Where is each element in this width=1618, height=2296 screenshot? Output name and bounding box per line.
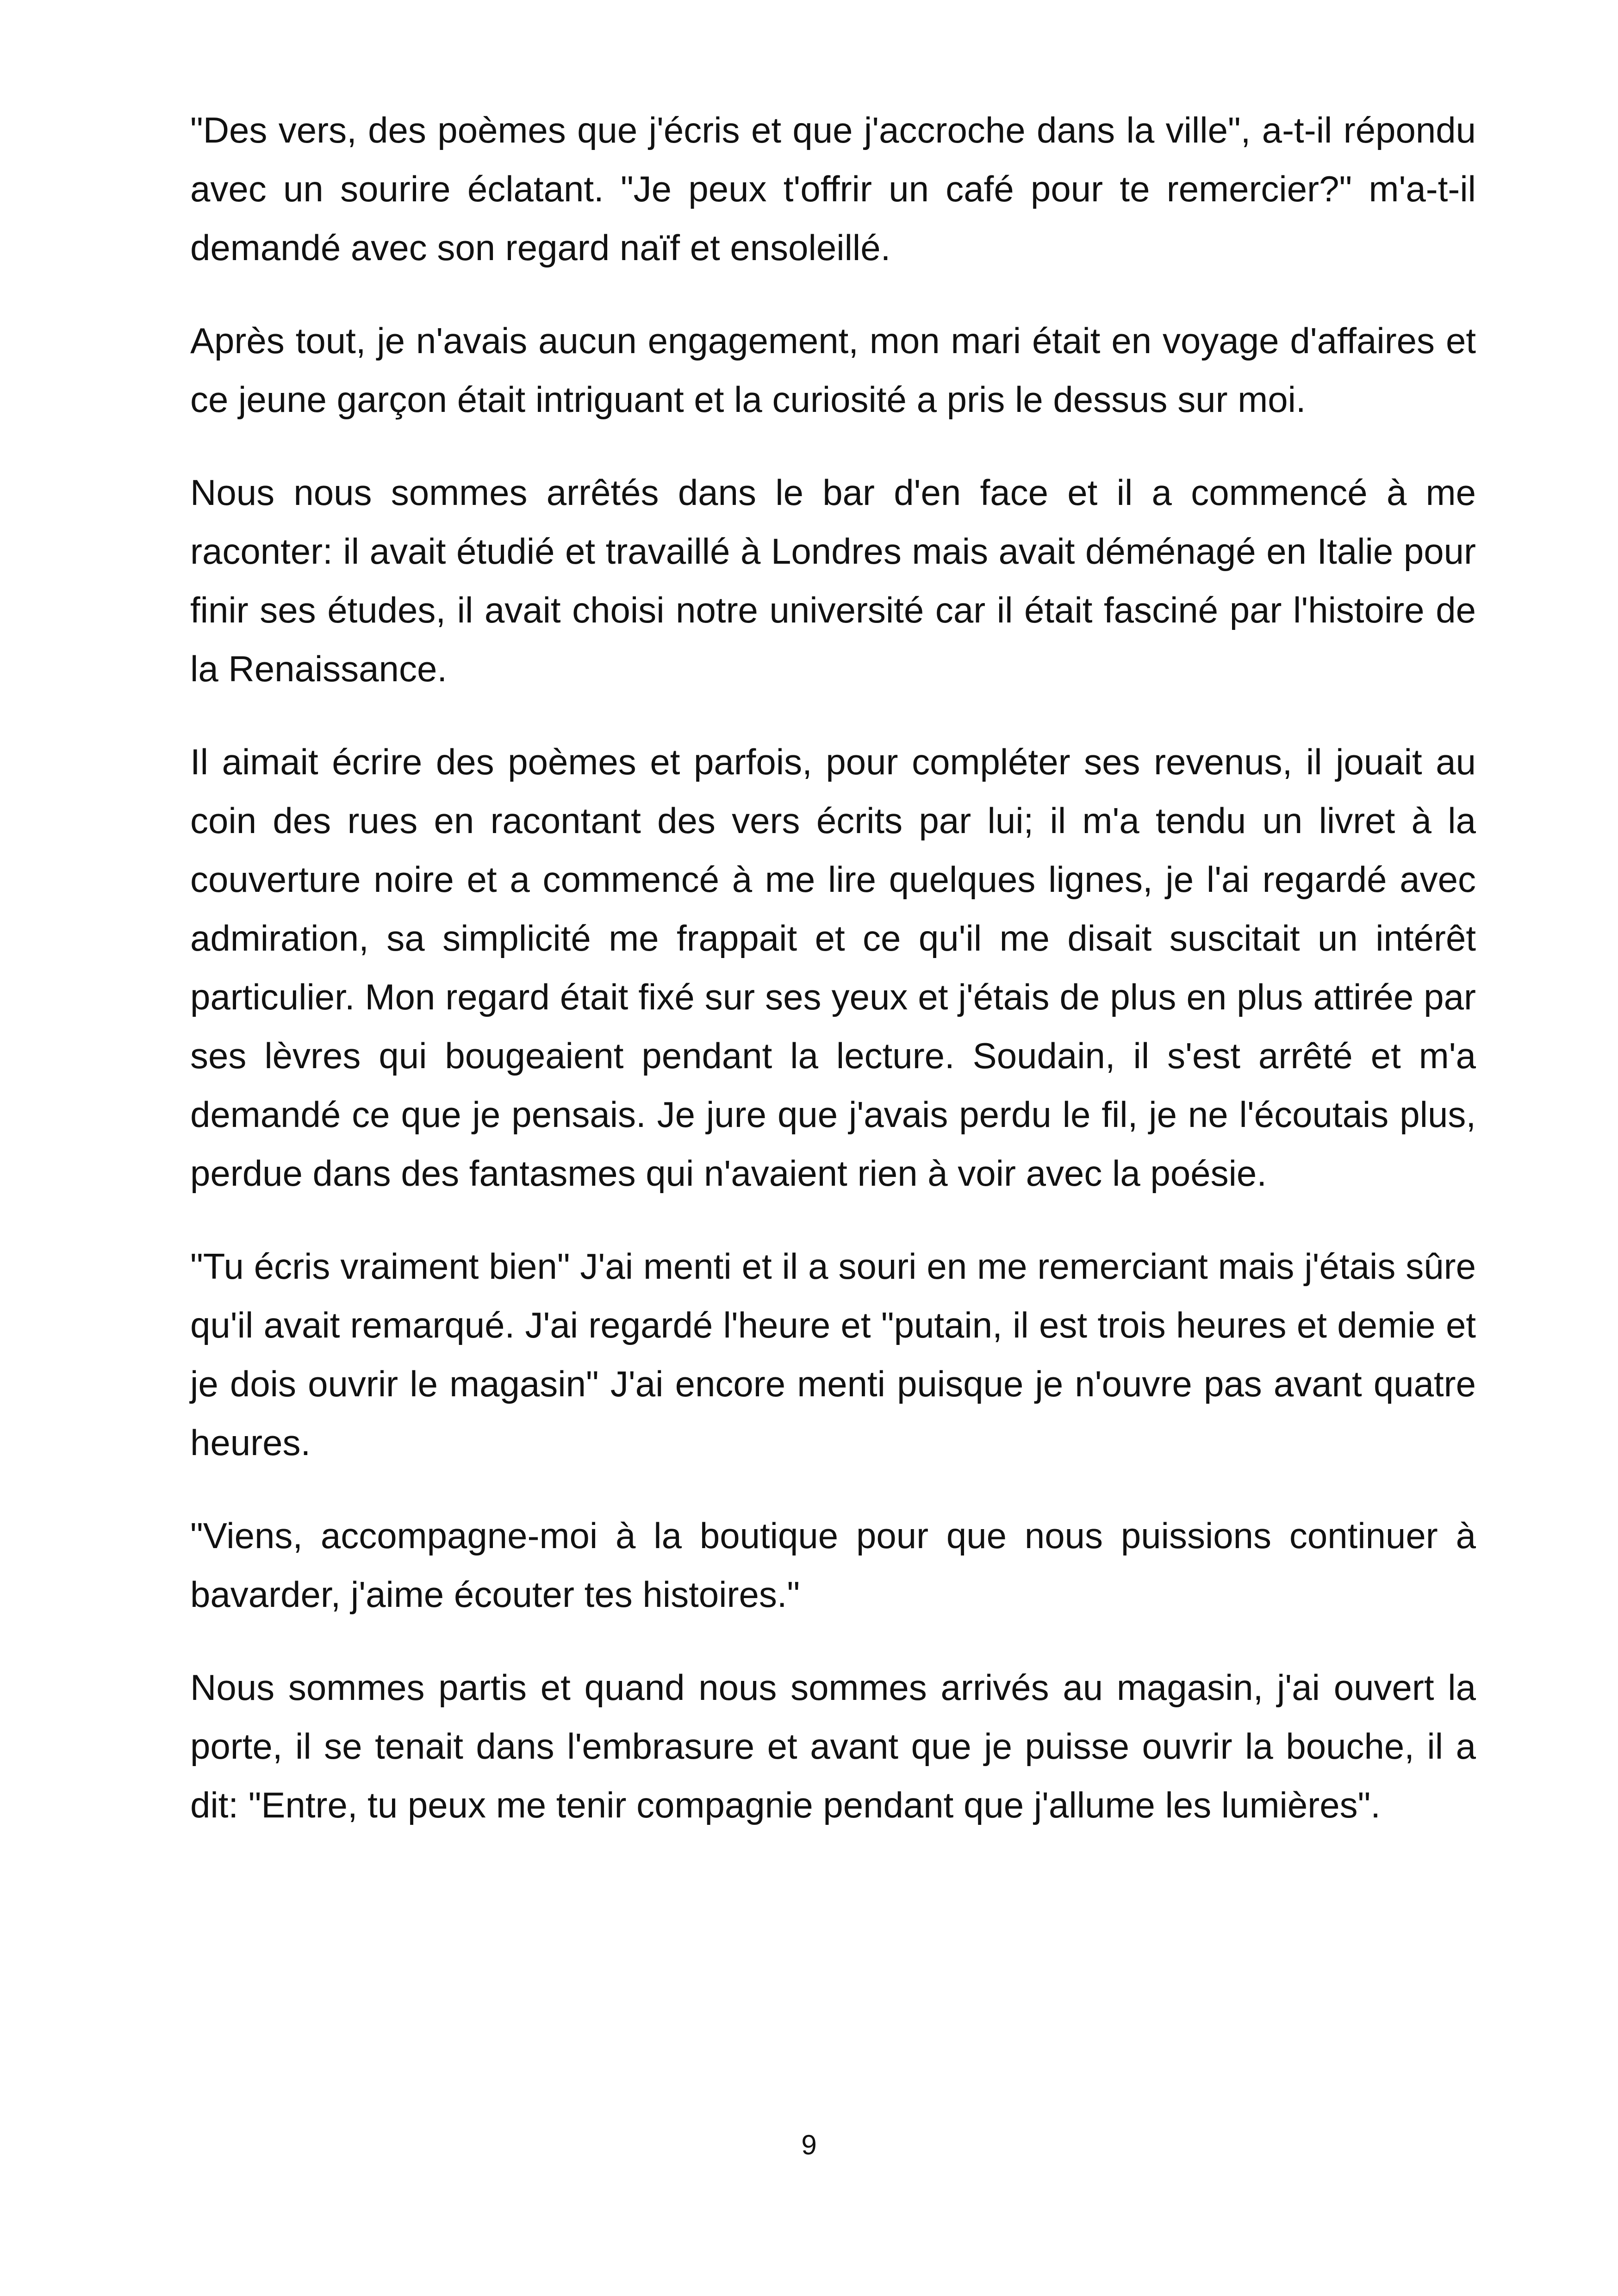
paragraph: Nous nous sommes arrêtés dans le bar d'en face et il a commencé à me raconter: il avait étudié et travaillé à Londres mais avait déménagé en Italie pour finir ses études, il avait choisi notre université car il était fasciné par l'histoire de la Renaissance. bbox=[190, 472, 1476, 689]
paragraph: Il aimait écrire des poèmes et parfois, pour compléter ses revenus, il jouait au coin des rues en racontant des vers écrits par lui; il m'a tendu un livret à la couverture noire et a commencé à me lire quelques lignes, je l'ai regardé avec admiration, sa simplicité me frappait et ce qu'il me disait suscitait un intérêt particulier. Mon regard était fixé sur ses yeux et j'étais de plus en plus attirée par ses lèvres qui bougeaient pendant la lecture. Soudain, il s'est arrêté et m'a demandé ce que je pensais. Je jure que j'avais perdu le fil, je ne l'écoutais plus, perdue dans des fantasmes qui n'avaient rien à voir avec la poésie. bbox=[190, 741, 1476, 1194]
page-number: 9 bbox=[801, 2129, 817, 2160]
paragraph: "Des vers, des poèmes que j'écris et que j'accroche dans la ville", a-t-il répondu avec un sourire éclatant. "Je peux t'offrir un café pour te remercier?" m'a-t-il demandé avec son regard naïf et ensoleillé. bbox=[190, 110, 1476, 268]
paragraph: "Tu écris vraiment bien" J'ai menti et il a souri en me remerciant mais j'étais sûre qu'il avait remarqué. J'ai regardé l'heure et "putain, il est trois heures et demie et je dois ouvrir le magasin" J'ai encore menti puisque je n'ouvre pas avant quatre heures. bbox=[190, 1246, 1476, 1463]
paragraph: Nous sommes partis et quand nous sommes arrivés au magasin, j'ai ouvert la porte, il se tenait dans l'embrasure et avant que je puisse ouvrir la bouche, il a dit: "Entre, tu peux me tenir compagnie pendant que j'allume les lumières". bbox=[190, 1667, 1476, 1825]
paragraph: "Viens, accompagne-moi à la boutique pour que nous puissions continuer à bavarder, j'aime écouter tes histoires." bbox=[190, 1515, 1476, 1615]
body-text bbox=[190, 101, 1476, 1835]
paragraph: Après tout, je n'avais aucun engagement, mon mari était en voyage d'affaires et ce jeune garçon était intriguant et la curiosité a pris le dessus sur moi. bbox=[190, 320, 1476, 420]
